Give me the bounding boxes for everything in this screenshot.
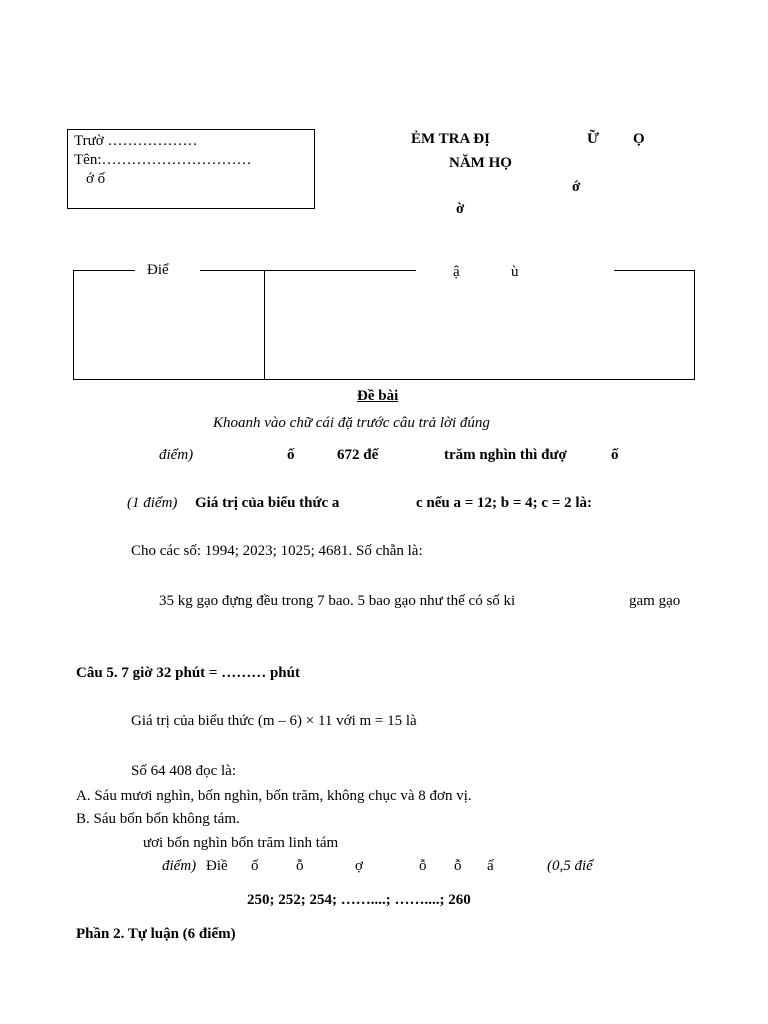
q8-text-f: ỗ [454,858,462,874]
q1-part-b: 672 đế [337,447,379,463]
q1-part-d: ố [611,447,619,463]
q7-option-b: B. Sáu bốn bốn không tám. [76,811,240,827]
class-line: ớ ố [86,171,106,187]
q5-text: Câu 5. 7 giờ 32 phút = ……… phút [76,665,300,681]
q2-text-a: Giá trị của biểu thức a [195,495,340,511]
score-bottom-border [73,379,695,380]
score-divider [264,270,265,380]
q8-text-b: ố [251,858,259,874]
score-right-border [694,270,695,380]
q7-option-a: A. Sáu mươi nghìn, bốn nghìn, bốn trăm, không chục và 8 đơn vị. [76,788,472,804]
q8-points-a: điểm) [162,858,197,874]
part2-title: Phần 2. Tự luận (6 điểm) [76,926,236,942]
instruction: Khoanh vào chữ cái đặ trước câu trả lời đúng [213,415,490,431]
q6-text: Giá trị của biểu thức (m – 6) × 11 với m = 15 là [131,713,417,729]
exam-title-part-a: ẺM TRA ĐỊ [411,131,490,147]
comment-label-b: ù [511,264,519,280]
q8-text-c: ỗ [296,858,304,874]
score-left-border [73,270,74,380]
q2-points: (1 điểm) [127,495,178,511]
student-info-box [67,129,315,209]
q7-text: Số 64 408 đọc là: [131,763,236,779]
q8-text-g: ấ [487,858,494,874]
exam-time: ờ [456,201,465,217]
score-label: Điể [147,262,169,278]
comment-label-a: ậ [453,264,460,280]
score-top-border-right [614,270,695,271]
q8-text-e: ỗ [419,858,427,874]
name-line: Tên:………………………… [74,152,252,168]
exam-subject: ớ [572,179,581,195]
q8-text-a: Điề [206,858,228,874]
q3-text: Cho các số: 1994; 2023; 1025; 4681. Số chẵn là: [131,543,423,559]
exam-year-title: NĂM HỌ [449,155,512,171]
q1-part-c: trăm nghìn thì đượ [444,447,567,463]
score-top-border-left [73,270,135,271]
q1-points: điểm) [159,447,194,463]
q4-text-a: 35 kg gạo đựng đều trong 7 bao. 5 bao gạo như thế có số ki [159,593,516,609]
section-title: Đề bài [357,388,399,404]
q8-points-b: (0,5 điể [547,858,593,874]
score-top-border-mid [200,270,416,271]
q4-text-b: gam gạo [629,593,681,609]
q1-part-a: ố [287,447,295,463]
exam-title-part-b: Ữ [587,131,599,147]
q8-sequence: 250; 252; 254; ……....; ……....; 260 [247,892,471,908]
q2-text-b: c nếu a = 12; b = 4; c = 2 là: [416,495,593,511]
q7-option-c: ươi bốn nghìn bốn trăm linh tám [143,835,339,851]
q8-text-d: ợ [355,858,363,874]
school-line: Trườ ……………… [74,133,198,149]
exam-title-part-c: Ọ [633,131,645,147]
